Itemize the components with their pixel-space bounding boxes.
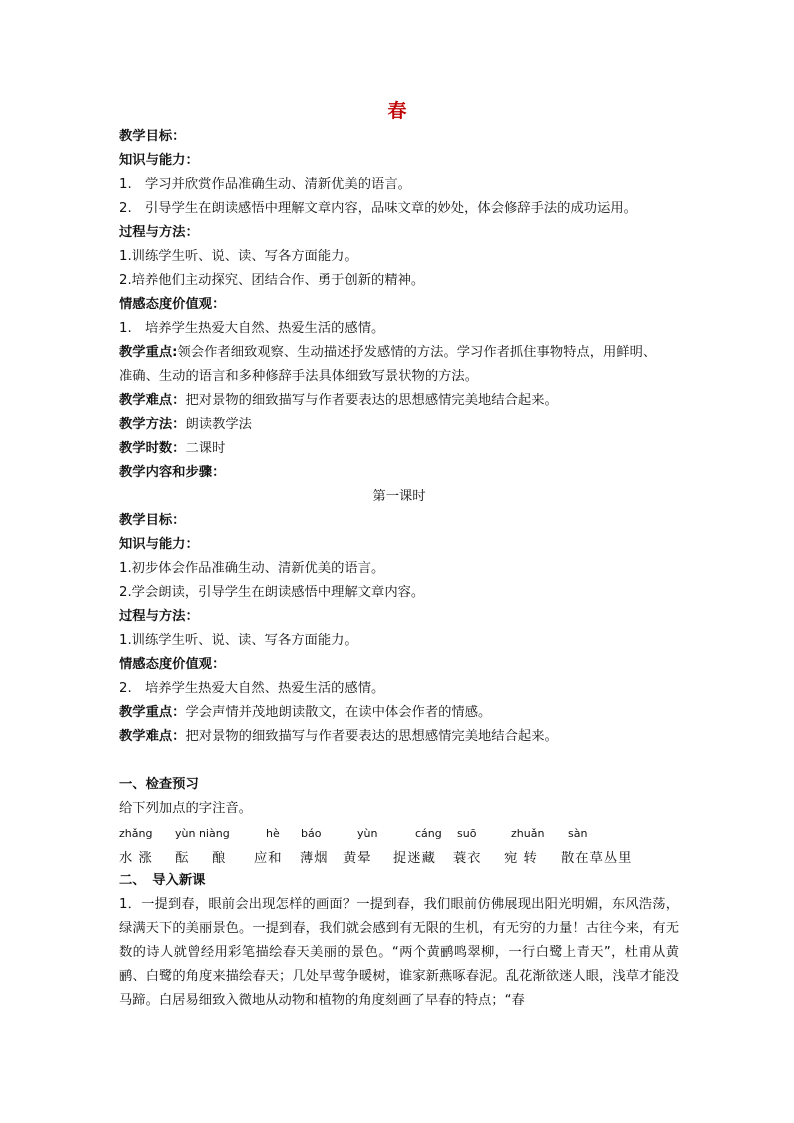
process-item-2: 2.培养他们主动探究、团结合作、勇于创新的精神。 [119, 273, 425, 288]
word-niang: 酿 [212, 851, 227, 866]
pinyin-he: hè [266, 827, 280, 840]
key-point-continued: 准确、生动的语言和多种修辞手法具体细致写景状物的方法。 [119, 369, 479, 384]
hours-text: 二课时 [185, 441, 226, 456]
key-point-text: 领会作者细致观察、生动描述抒发感情的方法。学习作者抓住事物特点，用鲜明、 [177, 345, 657, 360]
lesson-1-difficulty-label: 教学难点： [119, 729, 186, 744]
lesson-1-knowledge-item-1: 1.初步体会作品准确生动、清新优美的语言。 [119, 561, 385, 576]
document-body [119, 125, 679, 1013]
preview-heading: 一、检查预习 [119, 777, 199, 792]
lesson-1-goals-heading: 教学目标： [119, 513, 186, 528]
lesson-1-process-item-1: 1.训练学生听、说、读、写各方面能力。 [119, 633, 358, 648]
method-text: 朗读教学法 [185, 417, 252, 432]
method-label: 教学方法： [119, 417, 186, 432]
key-point-label: 教学重点: [119, 345, 178, 360]
teaching-hours [119, 437, 679, 461]
process-heading: 过程与方法： [119, 225, 199, 240]
word-bao-yan: 薄烟 [300, 851, 329, 866]
word-shui-zhang: 水 涨 [119, 851, 153, 866]
blank-line [119, 749, 679, 773]
pinyin-yun: yùn [357, 827, 378, 840]
word-suo-yi: 蓑衣 [453, 851, 482, 866]
lesson-1-difficulty-text: 把对景物的细致描写与作者要表达的思想感情完美地结合起来。 [185, 729, 558, 744]
steps-heading: 教学内容和步骤： [119, 465, 226, 480]
lesson-1-key-label: 教学重点： [119, 705, 186, 720]
knowledge-heading: 知识与能力： [119, 153, 199, 168]
teaching-method [119, 413, 679, 437]
characters-row [119, 845, 679, 869]
pinyin-row [119, 821, 679, 845]
word-san-zai-cao-cong-li: 散在草丛里 [561, 851, 633, 866]
pinyin-yun-niang: yùn niàng [175, 827, 230, 840]
pinyin-suo: suō [457, 827, 477, 840]
word-zhuo-mi-cang: 捉迷藏 [393, 851, 436, 866]
document-title: 春 [387, 100, 407, 122]
lesson-1-emotion-item-1: 2. 培养学生热爱大自然、热爱生活的感情。 [119, 681, 385, 696]
hours-label: 教学时数： [119, 441, 186, 456]
difficulty-label: 教学难点： [119, 393, 186, 408]
emotion-heading: 情感态度价值观： [119, 297, 226, 312]
goals-heading: 教学目标： [119, 129, 186, 144]
intro-paragraph: 1．一提到春，眼前会出现怎样的画面？一提到春，我们眼前仿佛展现出阳光明媚，东风浩荡，绿满天下的美丽景色。一提到春，我们就会感到有无限的生机，有无穷的力量！古往今来，有无数的诗人就曾经用彩笔描绘春天美丽的景色。“两个黄鹂鸣翠柳，一行白鹭上青天”，杜甫从黄鹂、白鹭的角度来描绘春天；几处早莺争暖树，谁家新燕啄春泥。乱花渐欲迷人眼，浅草才能没马蹄。白居易细致入微地从动物和植物的角度刻画了早春的特点；“春 [119, 897, 679, 1008]
preview-instruction: 给下列加点的字注音。 [119, 801, 252, 816]
pinyin-san: sàn [568, 827, 588, 840]
word-huang-yun: 黄晕 [343, 851, 372, 866]
lesson-1-heading: 第一课时 [372, 489, 426, 504]
word-yun: 酝 [175, 851, 190, 866]
word-wan-zhuan: 宛 转 [504, 851, 538, 866]
intro-heading: 二、 导入新课 [119, 873, 206, 888]
difficulty-point [119, 389, 679, 413]
lesson-1-knowledge-heading: 知识与能力： [119, 537, 199, 552]
knowledge-item-1: 1. 学习并欣赏作品准确生动、清新优美的语言。 [119, 177, 411, 192]
lesson-1-difficulty [119, 725, 679, 749]
lesson-1-key-point [119, 701, 679, 725]
pinyin-zhang: zhǎng [119, 827, 153, 840]
pinyin-cang: cáng [415, 827, 442, 840]
process-item-1: 1.训练学生听、说、读、写各方面能力。 [119, 249, 358, 264]
pinyin-bao: báo [301, 827, 322, 840]
lesson-1-process-heading: 过程与方法： [119, 609, 199, 624]
word-ying-he: 应和 [254, 851, 283, 866]
lesson-1-emotion-heading: 情感态度价值观： [119, 657, 226, 672]
knowledge-item-2: 2. 引导学生在朗读感悟中理解文章内容，品味文章的妙处，体会修辞手法的成功运用。 [119, 201, 637, 216]
key-point [119, 341, 679, 365]
emotion-item-1: 1. 培养学生热爱大自然、热爱生活的感情。 [119, 321, 385, 336]
difficulty-text: 把对景物的细致描写与作者要表达的思想感情完美地结合起来。 [185, 393, 558, 408]
pinyin-zhuan: zhuǎn [511, 827, 545, 840]
lesson-1-key-text: 学会声情并茂地朗读散文，在读中体会作者的情感。 [185, 705, 492, 720]
lesson-1-knowledge-item-2: 2.学会朗读，引导学生在朗读感悟中理解文章内容。 [119, 585, 425, 600]
